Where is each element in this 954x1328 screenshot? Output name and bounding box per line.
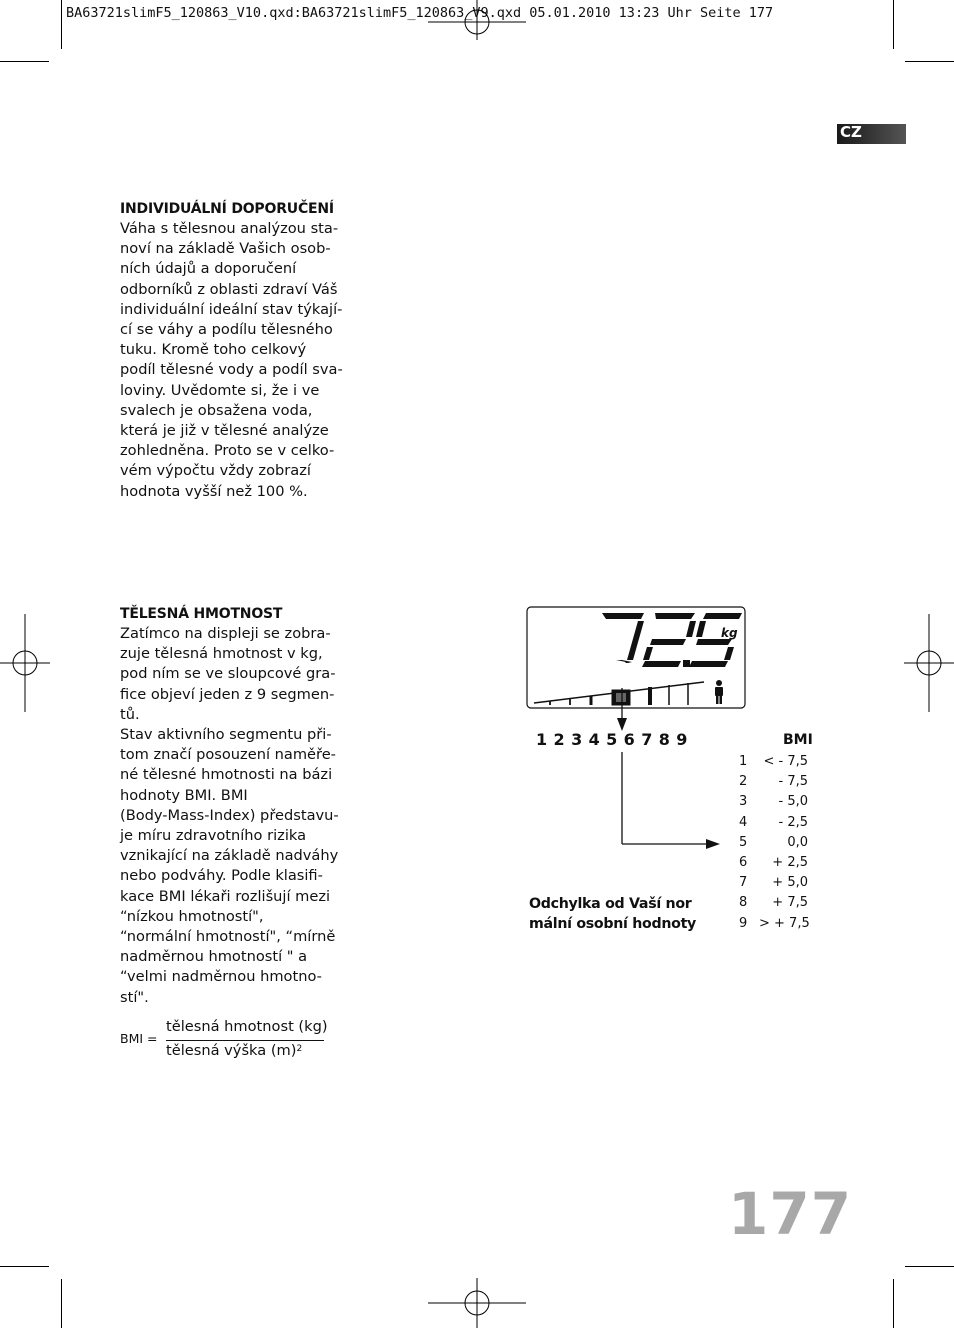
segment-number-labels: 123456789 — [536, 730, 694, 749]
fraction-bar — [166, 1040, 324, 1041]
bmi-row-value: < - 7,5 — [763, 754, 808, 769]
bmi-row-value: + 7,5 — [772, 895, 808, 911]
section-body: Zatímco na displeji se zobra- zuje tělesná hmotnost v kg, pod ním se ve sloupcové gra- fice objeví jeden z 9 segmen- tů. Stav aktivního segmentu při- tom značí posouzení naměře- né tělesné hmotnosti na bázi hodnoty BMI. BMI (Body-Mass-Index) představu- je míru zdravotního rizika vznikající na základě nadváhy nebo podváhy. Podle klasifi- kace BMI lékaři rozlišují mezi “nízkou hmotností", “normální hmotností", “mírně nadměrnou hmotností " a “velmi nadměrnou hmotno- stí". — [120, 625, 339, 1006]
bmi-row-value: + 2,5 — [772, 855, 808, 870]
registration-mark-left — [0, 614, 50, 714]
language-badge: CZ — [837, 124, 906, 144]
lcd-unit: kg — [721, 626, 738, 640]
print-file-header: BA63721slimF5_120863_V10.qxd:BA63721slimF5_120863_V9.qxd 05.01.2010 13:23 Uhr Seite 177 — [66, 5, 774, 21]
bmi-row-index: 7 — [739, 875, 748, 891]
registration-mark-top — [428, 0, 528, 40]
formula-exponent: 2 — [296, 1044, 303, 1054]
bmi-row-index: 3 — [739, 794, 748, 810]
bmi-row-index: 2 — [739, 774, 748, 790]
bmi-row-value: - 2,5 — [778, 814, 808, 830]
bmi-row-index: 1 — [739, 754, 748, 769]
bmi-formula — [120, 1016, 380, 1066]
page-number: 177 — [728, 1180, 853, 1248]
bmi-row-index: 8 — [739, 895, 748, 911]
bmi-row-index: 6 — [739, 855, 748, 870]
bmi-table-header: BMI — [783, 732, 813, 748]
section-title: TĚLESNÁ HMOTNOST — [120, 606, 283, 622]
registration-mark-bottom — [428, 1278, 528, 1328]
bmi-row-value: - 7,5 — [778, 774, 808, 790]
bmi-table — [739, 752, 811, 934]
formula-denominator: tělesná výška $(m)^2$ — [166, 1042, 303, 1059]
formula-numerator: tělesná hmotnost (kg) — [166, 1018, 328, 1035]
formula-label: BMI = — [120, 1031, 158, 1046]
bmi-row-index: 9 — [739, 915, 748, 931]
section-body-weight — [120, 604, 345, 1008]
bmi-row-value: - 5,0 — [778, 794, 808, 810]
bmi-row-value: > + 7,5 — [759, 915, 810, 931]
section-title: INDIVIDUÁLNÍ DOPORUČENÍ — [120, 201, 334, 217]
bmi-row-value: + 5,0 — [772, 875, 808, 891]
section-body: Váha s tělesnou analýzou sta- noví na základě Vašich osob- ních údajů a doporučení odborníků z oblasti zdraví Váš individuální ideální stav týkají- cí se váhy a podílu tělesného tuku. Kromě toho celkový podíl tělesné vody a podíl sva- loviny. Uvědomte si, že i ve svalech je obsažena voda, která je již v tělesné analýze zohledněna. Proto se v celko- vém výpočtu vždy zobrazí hodnota vyšší než 100 %. — [120, 220, 343, 500]
section-individual-recommendation — [120, 199, 345, 502]
indicator-arrows — [612, 688, 724, 853]
bmi-row-index: 4 — [739, 814, 748, 830]
deviation-caption: Odchylka od Vaší nor mální osobní hodnoty — [529, 896, 697, 932]
registration-mark-right — [904, 614, 954, 714]
bmi-row-value: 0,0 — [787, 834, 808, 850]
bmi-row-index: 5 — [739, 834, 748, 850]
